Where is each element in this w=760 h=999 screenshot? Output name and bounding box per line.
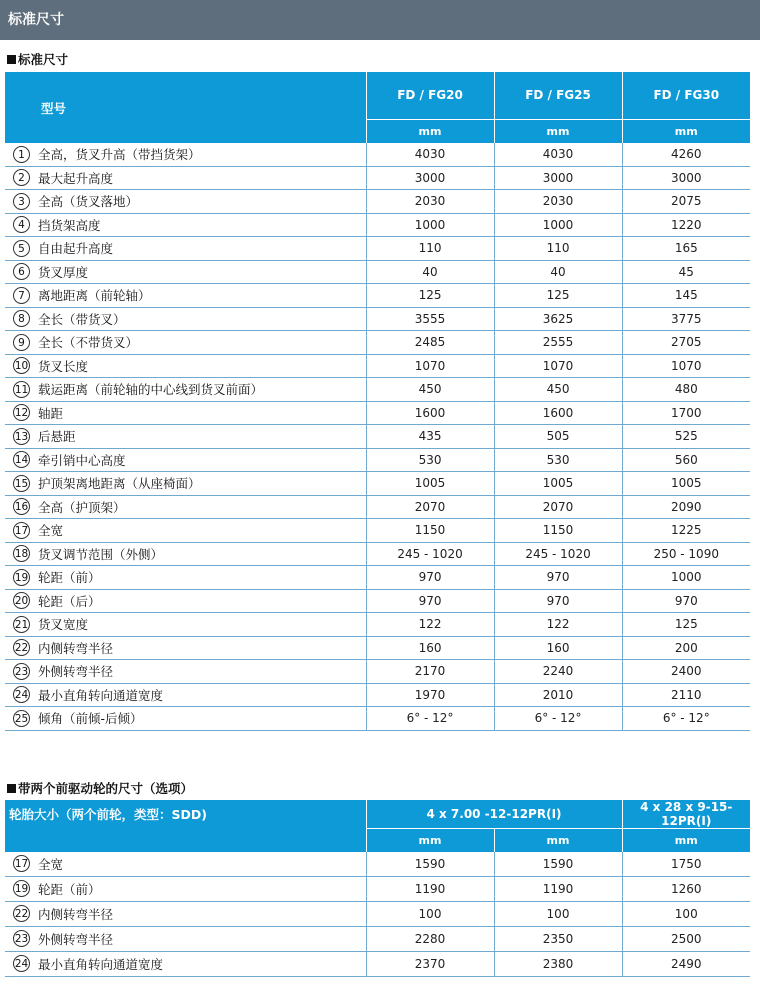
cell-value: 2370 [366,951,494,976]
cell-value: 450 [494,378,622,402]
table-row [5,307,750,331]
row-label: 货叉长度 [38,354,366,378]
bullet-square-icon [7,55,16,64]
cell-value: 1750 [622,852,750,877]
cell-value: 2090 [622,495,750,519]
row-label: 挡货架高度 [38,213,366,237]
unit-header: mm [366,829,494,852]
cell-value: 3625 [494,307,622,331]
row-number-badge: 1 [5,143,38,166]
table-row [5,331,750,355]
cell-value: 2010 [494,683,622,707]
cell-value: 2075 [622,190,750,214]
cell-value: 110 [494,237,622,261]
cell-value: 3000 [622,166,750,190]
row-number-badge: 5 [5,237,38,261]
cell-value: 3000 [366,166,494,190]
row-number-badge: 13 [5,425,38,449]
unit-header: mm [494,829,622,852]
cell-value: 525 [622,425,750,449]
row-label: 护顶架离地距离（从座椅面） [38,472,366,496]
cell-value: 2500 [622,926,750,951]
cell-value: 122 [366,613,494,637]
cell-value: 100 [622,901,750,926]
cell-value: 145 [622,284,750,308]
table-row [5,589,750,613]
cell-value: 2380 [494,951,622,976]
table-row [5,425,750,449]
table-row [5,260,750,284]
row-number-badge: 12 [5,401,38,425]
unit-header: mm [366,119,494,143]
row-number-badge: 14 [5,448,38,472]
table-row [5,683,750,707]
row-label: 全宽 [38,519,366,543]
tyre-b-header: 4 x 28 x 9-15-12PR(I) [622,800,750,829]
table-row [5,876,750,901]
table-row [5,237,750,261]
bullet-square-icon [7,784,16,793]
cell-value: 1005 [366,472,494,496]
cell-value: 1000 [366,213,494,237]
table-row [5,166,750,190]
row-number-badge: 3 [5,190,38,214]
row-label: 倾角（前倾-后倾） [38,707,366,731]
cell-value: 1970 [366,683,494,707]
unit-header: mm [494,119,622,143]
cell-value: 1260 [622,876,750,901]
table-row [5,190,750,214]
cell-value: 970 [622,589,750,613]
cell-value: 1190 [494,876,622,901]
row-number-badge: 21 [5,613,38,637]
cell-value: 1000 [494,213,622,237]
table-row [5,354,750,378]
table-row [5,613,750,637]
row-label: 离地距离（前轮轴） [38,284,366,308]
table-row [5,401,750,425]
row-number-badge: 22 [5,901,38,926]
section-title-standard: 标准尺寸 [7,52,68,68]
row-number-badge: 22 [5,636,38,660]
cell-value: 2170 [366,660,494,684]
table-row [5,707,750,731]
row-label: 自由起升高度 [38,237,366,261]
row-label: 最大起升高度 [38,166,366,190]
cell-value: 530 [366,448,494,472]
cell-value: 6° - 12° [494,707,622,731]
standard-dimensions-table [5,72,750,731]
cell-value: 1600 [366,401,494,425]
table-row [5,901,750,926]
row-number-badge: 10 [5,354,38,378]
table-row [5,378,750,402]
cell-value: 530 [494,448,622,472]
unit-header: mm [622,829,750,852]
cell-value: 125 [622,613,750,637]
cell-value: 1600 [494,401,622,425]
cell-value: 2030 [494,190,622,214]
row-label: 轮距（前） [38,566,366,590]
row-label: 全长（带货叉） [38,307,366,331]
cell-value: 1590 [494,852,622,877]
cell-value: 970 [366,566,494,590]
row-label: 内侧转弯半径 [38,901,366,926]
row-label: 载运距离（前轮轴的中心线到货叉前面） [38,378,366,402]
table-row [5,660,750,684]
table-row [5,472,750,496]
cell-value: 110 [366,237,494,261]
cell-value: 450 [366,378,494,402]
cell-value: 160 [494,636,622,660]
cell-value: 970 [494,566,622,590]
cell-value: 45 [622,260,750,284]
row-label: 全高（货叉落地） [38,190,366,214]
cell-value: 6° - 12° [622,707,750,731]
cell-value: 4260 [622,143,750,166]
cell-value: 2070 [366,495,494,519]
row-number-badge: 17 [5,519,38,543]
cell-value: 165 [622,237,750,261]
row-label: 外侧转弯半径 [38,926,366,951]
table-row [5,143,750,166]
cell-value: 2490 [622,951,750,976]
cell-value: 3775 [622,307,750,331]
cell-value: 125 [366,284,494,308]
model-header: 型号 [5,72,366,143]
option-dimensions-table [5,800,750,977]
cell-value: 1700 [622,401,750,425]
row-label: 外侧转弯半径 [38,660,366,684]
row-number-badge: 11 [5,378,38,402]
cell-value: 2280 [366,926,494,951]
cell-value: 1220 [622,213,750,237]
unit-header: mm [622,119,750,143]
row-label: 全宽 [38,852,366,877]
cell-value: 1005 [494,472,622,496]
cell-value: 40 [494,260,622,284]
row-label: 全高，货叉升高（带挡货架） [38,143,366,166]
cell-value: 1150 [494,519,622,543]
row-number-badge: 23 [5,660,38,684]
cell-value: 970 [366,589,494,613]
row-label: 最小直角转向通道宽度 [38,951,366,976]
row-number-badge: 7 [5,284,38,308]
cell-value: 200 [622,636,750,660]
cell-value: 160 [366,636,494,660]
cell-value: 6° - 12° [366,707,494,731]
cell-value: 40 [366,260,494,284]
cell-value: 2555 [494,331,622,355]
cell-value: 1070 [494,354,622,378]
row-label: 轮距（前） [38,876,366,901]
row-label: 货叉厚度 [38,260,366,284]
row-number-badge: 2 [5,166,38,190]
row-label: 牵引销中心高度 [38,448,366,472]
cell-value: 2070 [494,495,622,519]
cell-value: 2030 [366,190,494,214]
table-row [5,495,750,519]
cell-value: 1150 [366,519,494,543]
row-number-badge: 16 [5,495,38,519]
tyre-size-header: 轮胎大小（两个前轮，类型：SDD) [5,800,366,829]
cell-value: 480 [622,378,750,402]
cell-value: 1070 [366,354,494,378]
cell-value: 245 - 1020 [494,542,622,566]
row-number-badge: 19 [5,876,38,901]
cell-value: 3555 [366,307,494,331]
row-number-badge: 24 [5,683,38,707]
table-row [5,926,750,951]
row-label: 后悬距 [38,425,366,449]
banner-title: 标准尺寸 [8,12,64,28]
page-banner [0,0,760,40]
cell-value: 2485 [366,331,494,355]
row-number-badge: 24 [5,951,38,976]
row-number-badge: 18 [5,542,38,566]
cell-value: 1005 [622,472,750,496]
row-number-badge: 15 [5,472,38,496]
cell-value: 100 [494,901,622,926]
row-number-badge: 23 [5,926,38,951]
tyre-a-header: 4 x 7.00 -12-12PR(I) [366,800,622,829]
cell-value: 1225 [622,519,750,543]
row-number-badge: 19 [5,566,38,590]
table-row [5,542,750,566]
row-label: 全高（护顶架） [38,495,366,519]
table-row [5,213,750,237]
column-header: FD / FG25 [494,72,622,119]
row-label: 货叉宽度 [38,613,366,637]
cell-value: 2240 [494,660,622,684]
cell-value: 2110 [622,683,750,707]
row-label: 货叉调节范围（外侧） [38,542,366,566]
row-number-badge: 9 [5,331,38,355]
section-title-option: 带两个前驱动轮的尺寸（选项） [7,781,193,797]
row-number-badge: 17 [5,852,38,877]
cell-value: 1190 [366,876,494,901]
row-label: 轴距 [38,401,366,425]
table-row [5,852,750,877]
column-header: FD / FG20 [366,72,494,119]
cell-value: 2400 [622,660,750,684]
cell-value: 250 - 1090 [622,542,750,566]
cell-value: 505 [494,425,622,449]
table-row [5,519,750,543]
row-label: 内侧转弯半径 [38,636,366,660]
table-row [5,951,750,976]
cell-value: 2350 [494,926,622,951]
cell-value: 4030 [366,143,494,166]
cell-value: 2705 [622,331,750,355]
column-header: FD / FG30 [622,72,750,119]
cell-value: 100 [366,901,494,926]
row-label: 全长（不带货叉） [38,331,366,355]
cell-value: 122 [494,613,622,637]
cell-value: 1590 [366,852,494,877]
row-number-badge: 4 [5,213,38,237]
cell-value: 435 [366,425,494,449]
row-label: 轮距（后） [38,589,366,613]
table-row [5,566,750,590]
table-row [5,284,750,308]
cell-value: 1000 [622,566,750,590]
table-row [5,448,750,472]
cell-value: 245 - 1020 [366,542,494,566]
table-row [5,636,750,660]
row-number-badge: 20 [5,589,38,613]
row-number-badge: 6 [5,260,38,284]
cell-value: 970 [494,589,622,613]
cell-value: 3000 [494,166,622,190]
row-label: 最小直角转向通道宽度 [38,683,366,707]
cell-value: 1070 [622,354,750,378]
cell-value: 4030 [494,143,622,166]
row-number-badge: 8 [5,307,38,331]
cell-value: 125 [494,284,622,308]
cell-value: 560 [622,448,750,472]
row-number-badge: 25 [5,707,38,731]
